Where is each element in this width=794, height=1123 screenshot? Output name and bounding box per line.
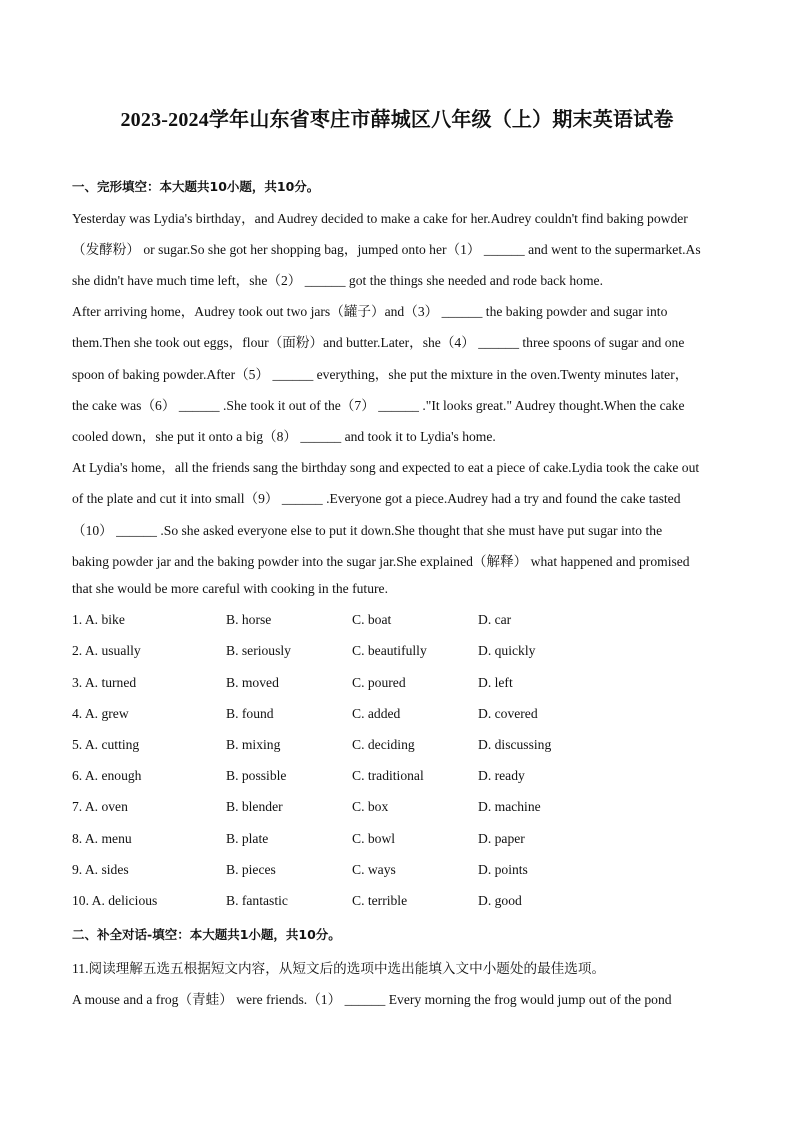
option-c: C. boat [352,612,392,627]
option-row [72,675,732,695]
option-b: B. fantastic [226,893,288,908]
option-c: C. bowl [352,831,396,846]
exam-title: 2023-2024学年山东省枣庄市薛城区八年级（上）期末英语试卷 [120,109,674,131]
option-d: D. discussing [478,737,552,752]
option-row [72,706,732,726]
option-row [72,893,732,913]
option-row [72,768,732,788]
passage-line: After arriving home，Audrey took out two jars（罐子）and（3） ______ the baking powder and sugar into [72,304,668,319]
option-b: B. horse [226,612,272,627]
option-b: B. seriously [226,643,291,658]
passage-line: them.Then she took out eggs，flour（面粉）and butter.Later，she（4） ______ three spoons of sugar and one [72,335,685,350]
option-c: C. traditional [352,768,424,783]
option-d: D. left [478,675,513,690]
option-c: C. added [352,706,401,721]
option-row [72,862,732,882]
passage-line: of the plate and cut it into small（9） ______ .Everyone got a piece.Audrey had a try and found the cake tasted [72,491,681,506]
option-a: 6. A. enough [72,768,142,783]
option-b: B. moved [226,675,279,690]
option-row [72,643,732,663]
option-c: C. deciding [352,737,415,752]
option-d: D. covered [478,706,538,721]
passage-line: cooled down，she put it onto a big（8） ______ and took it to Lydia's home. [72,429,496,444]
passage-line: she didn't have much time left，she（2） ______ got the things she needed and rode back home. [72,273,603,288]
option-c: C. beautifully [352,643,427,658]
section2-passage-line: A mouse and a frog（青蛙） were friends.（1） ______ Every morning the frog would jump out of the pond [72,992,672,1007]
option-d: D. ready [478,768,525,783]
passage-line: （发酵粉） or sugar.So she got her shopping bag，jumped onto her（1） ______ and went to the supermarket.As [72,242,701,257]
option-a: 5. A. cutting [72,737,140,752]
option-d: D. machine [478,799,541,814]
option-a: 2. A. usually [72,643,141,658]
section1-heading: 一、完形填空：本大题共10小题，共10分。 [72,179,320,194]
option-b: B. pieces [226,862,276,877]
passage-line: baking powder jar and the baking powder into the sugar jar.She explained（解释） what happened and promised [72,554,690,569]
option-a: 3. A. turned [72,675,137,690]
option-d: D. good [478,893,522,908]
option-c: C. terrible [352,893,408,908]
section2-heading: 二、补全对话-填空：本大题共1小题，共10分。 [72,927,341,942]
option-b: B. mixing [226,737,281,752]
section2-instruction: 11.阅读理解五选五根据短文内容，从短文后的选项中选出能填入文中小题处的最佳选项。 [72,961,606,976]
option-a: 7. A. oven [72,799,128,814]
option-d: D. car [478,612,512,627]
option-b: B. plate [226,831,269,846]
option-c: C. box [352,799,389,814]
option-d: D. paper [478,831,525,846]
passage-line: the cake was（6） ______ .She took it out of the（7） ______ ."It looks great." Audrey thought.When the cake [72,398,685,413]
option-a: 8. A. menu [72,831,132,846]
option-a: 10. A. delicious [72,893,158,908]
passage-line: Yesterday was Lydia's birthday，and Audrey decided to make a cake for her.Audrey couldn't find baking powder [72,211,688,226]
option-d: D. quickly [478,643,536,658]
option-a: 4. A. grew [72,706,129,721]
option-d: D. points [478,862,528,877]
passage-line: spoon of baking powder.After（5） ______ everything，she put the mixture in the oven.Twenty minutes later， [72,367,689,382]
passage-line: that she would be more careful with cooking in the future. [72,581,388,596]
passage-line: （10） ______ .So she asked everyone else to put it down.She thought that she must have put sugar into the [72,523,663,538]
option-row [72,612,732,632]
option-row [72,799,732,819]
option-row [72,831,732,851]
option-a: 1. A. bike [72,612,125,627]
option-row [72,737,732,757]
passage-line: At Lydia's home，all the friends sang the birthday song and expected to eat a piece of cake.Lydia took the cake out [72,460,700,475]
option-c: C. ways [352,862,396,877]
option-c: C. poured [352,675,406,690]
option-b: B. possible [226,768,287,783]
option-a: 9. A. sides [72,862,129,877]
option-b: B. blender [226,799,283,814]
option-b: B. found [226,706,274,721]
